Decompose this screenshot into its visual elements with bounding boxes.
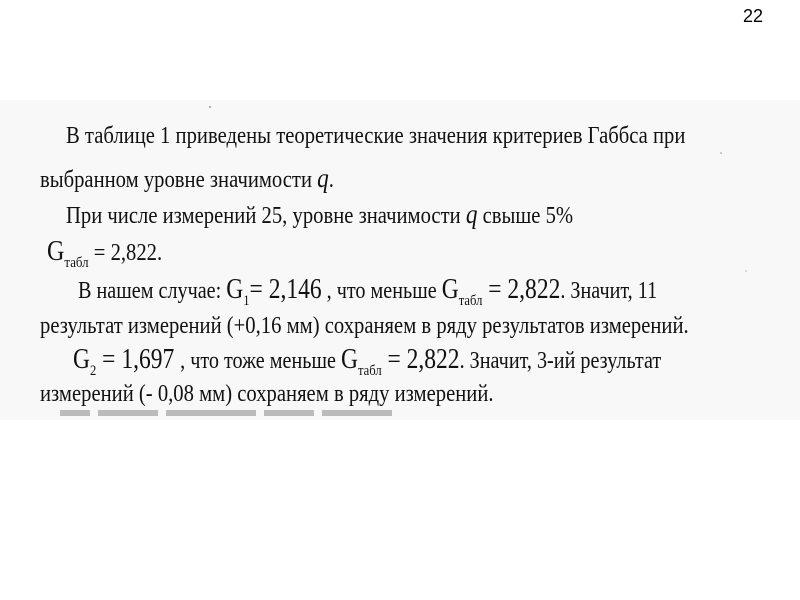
line-1-text: В таблице 1 приведены теоретические значения критериев Габбса при (66, 123, 686, 149)
g1-subscript: 1 (243, 293, 250, 309)
g-table-subscript: табл (357, 363, 382, 379)
paragraph-line-8 (40, 380, 494, 408)
paragraph-line-4 (47, 238, 162, 277)
variable-q: q (465, 199, 478, 229)
g2-value: = 1,697 (96, 344, 181, 375)
line-6-text: результат измерений (+0,16 мм) сохраняем в ряду результатов измерений. (40, 313, 689, 339)
g2-symbol: G (73, 344, 90, 375)
line-5-conclusion: . Значит, 11 (560, 278, 658, 304)
g2-subscript: 2 (89, 363, 97, 379)
line-8-text: измерений (- 0,08 мм) сохраняем в ряду измерений. (40, 381, 494, 407)
line-5-compare: , что меньше (321, 278, 442, 304)
g-table-subscript: табл (64, 255, 89, 271)
g1-value: = 2,146 (249, 274, 322, 305)
scanned-text-image (0, 100, 800, 420)
line-5-intro: В нашем случае: (78, 278, 227, 304)
paragraph-line-1 (66, 122, 685, 150)
g-table-symbol: G (47, 236, 65, 267)
g-table-value: = 2,822. (88, 240, 163, 266)
line-7-compare: , что тоже меньше (180, 348, 341, 374)
g-table-subscript: табл (458, 293, 483, 309)
g-table-symbol: G (340, 344, 358, 375)
variable-q: q (317, 163, 329, 193)
line-3-end: свыше 5% (477, 203, 574, 229)
paragraph-line-2 (40, 164, 334, 194)
cropped-next-line-fragment (60, 410, 440, 418)
g-table-value: = 2,822 (482, 274, 561, 305)
paragraph-line-3 (66, 200, 573, 230)
g-table-value: = 2,822 (381, 344, 460, 375)
line-7-conclusion: . Значит, 3-ий результат (459, 348, 662, 374)
slide-number: 22 (742, 6, 763, 26)
g1-symbol: G (226, 274, 244, 305)
line-2-text: выбранном уровне значимости (40, 167, 318, 193)
line-2-end: . (328, 167, 334, 193)
g-table-symbol: G (441, 274, 459, 305)
paragraph-line-6 (40, 312, 689, 340)
line-3-text: При числе измерений 25, уровне значимости (66, 203, 466, 229)
paragraph-line-5 (78, 276, 657, 315)
